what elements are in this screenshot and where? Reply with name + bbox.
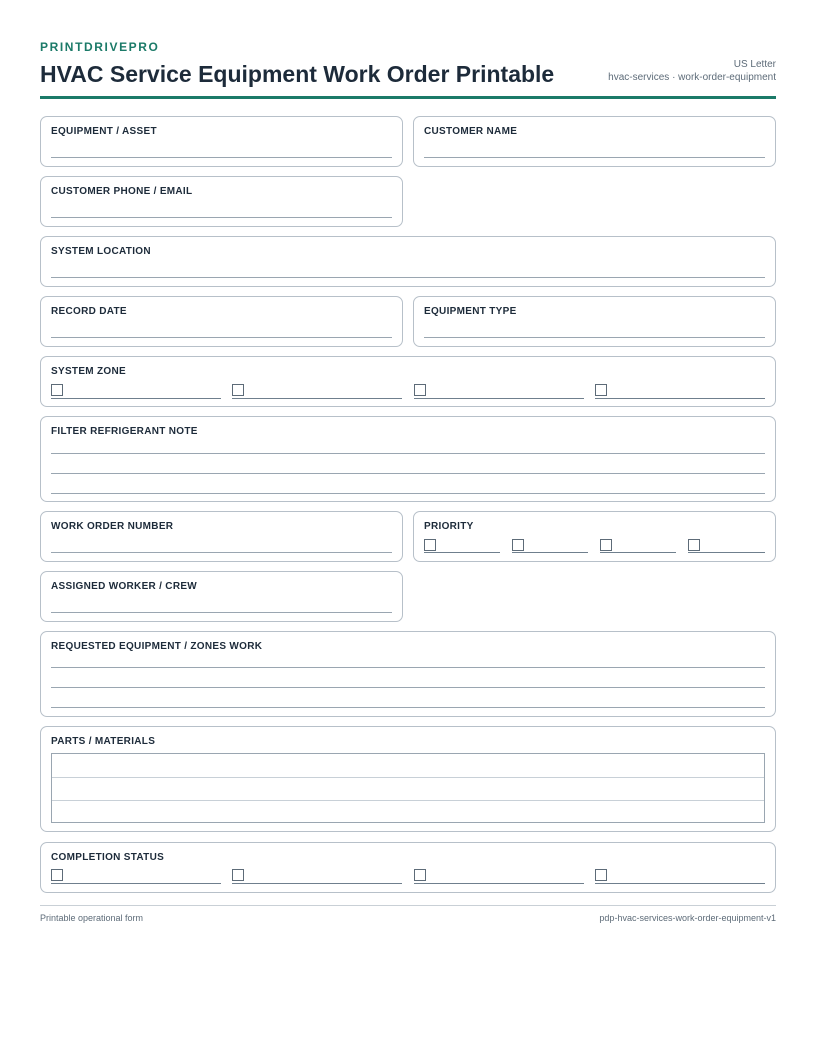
footer-divider [40, 905, 776, 906]
equipment-type-field[interactable] [413, 296, 776, 347]
field-label: EQUIPMENT TYPE [424, 306, 517, 317]
system-zone-field [40, 356, 776, 407]
paper-size: US Letter [733, 59, 776, 70]
header-divider [40, 96, 776, 99]
zone-option-line-2[interactable] [232, 398, 402, 399]
record-date-field[interactable] [40, 296, 403, 347]
zone-checkbox-1[interactable] [51, 384, 63, 396]
system-location-field[interactable] [40, 236, 776, 287]
field-label: SYSTEM ZONE [51, 366, 126, 377]
field-label: WORK ORDER NUMBER [51, 521, 174, 532]
field-label: PRIORITY [424, 521, 474, 532]
requested-work-field[interactable] [40, 631, 776, 717]
priority-option-line-2[interactable] [512, 552, 588, 553]
status-option-line-2[interactable] [232, 883, 402, 884]
parts-materials-field [40, 726, 776, 832]
write-line[interactable] [424, 337, 765, 338]
write-line[interactable] [51, 612, 392, 613]
priority-option-line-4[interactable] [688, 552, 765, 553]
document-meta [608, 58, 776, 84]
field-label: FILTER REFRIGERANT NOTE [51, 426, 198, 437]
priority-field [413, 511, 776, 562]
footer-label: Printable operational form [40, 913, 144, 923]
write-line[interactable] [51, 552, 392, 553]
page-header [40, 40, 776, 91]
zone-option-line-1[interactable] [51, 398, 221, 399]
customer-name-field[interactable] [413, 116, 776, 167]
field-label: REQUESTED EQUIPMENT / ZONES WORK [51, 641, 263, 652]
equipment-asset-field[interactable] [40, 116, 403, 167]
zone-checkbox-2[interactable] [232, 384, 244, 396]
priority-option-line-3[interactable] [600, 552, 676, 553]
status-option-line-1[interactable] [51, 883, 221, 884]
write-line[interactable] [51, 687, 765, 688]
completion-status-field [40, 842, 776, 893]
write-line[interactable] [51, 277, 765, 278]
category-path: hvac-services · work-order-equipment [608, 72, 776, 83]
zone-option-line-3[interactable] [414, 398, 584, 399]
status-option-line-3[interactable] [414, 883, 584, 884]
write-line[interactable] [51, 493, 765, 494]
field-label: SYSTEM LOCATION [51, 246, 151, 257]
status-checkbox-4[interactable] [595, 869, 607, 881]
write-line[interactable] [51, 217, 392, 218]
write-line[interactable] [51, 667, 765, 668]
write-line[interactable] [51, 707, 765, 708]
priority-checkbox-1[interactable] [424, 539, 436, 551]
status-checkbox-2[interactable] [232, 869, 244, 881]
work-order-number-field[interactable] [40, 511, 403, 562]
zone-option-line-4[interactable] [595, 398, 765, 399]
priority-checkbox-2[interactable] [512, 539, 524, 551]
write-line[interactable] [424, 157, 765, 158]
write-line[interactable] [51, 337, 392, 338]
zone-checkbox-3[interactable] [414, 384, 426, 396]
form-id: pdp-hvac-services-work-order-equipment-v1 [599, 913, 776, 923]
page-title: HVAC Service Equipment Work Order Printable [40, 61, 555, 87]
table-row-divider [52, 800, 764, 801]
status-checkbox-1[interactable] [51, 869, 63, 881]
status-option-line-4[interactable] [595, 883, 765, 884]
write-line[interactable] [51, 473, 765, 474]
field-label: RECORD DATE [51, 306, 127, 317]
write-line[interactable] [51, 453, 765, 454]
zone-checkbox-4[interactable] [595, 384, 607, 396]
write-line[interactable] [51, 157, 392, 158]
filter-refrigerant-note-field[interactable] [40, 416, 776, 502]
assigned-worker-field[interactable] [40, 571, 403, 622]
customer-contact-field[interactable] [40, 176, 403, 227]
brand-logo-text: PRINTDRIVEPRO [40, 40, 160, 54]
status-checkbox-3[interactable] [414, 869, 426, 881]
field-label: EQUIPMENT / ASSET [51, 126, 157, 137]
field-label: PARTS / MATERIALS [51, 736, 156, 747]
priority-option-line-1[interactable] [424, 552, 500, 553]
field-label: CUSTOMER PHONE / EMAIL [51, 186, 193, 197]
field-label: ASSIGNED WORKER / CREW [51, 581, 198, 592]
field-label: COMPLETION STATUS [51, 852, 165, 863]
priority-checkbox-4[interactable] [688, 539, 700, 551]
priority-checkbox-3[interactable] [600, 539, 612, 551]
table-row-divider [52, 777, 764, 778]
field-label: CUSTOMER NAME [424, 126, 518, 137]
parts-table [51, 753, 765, 823]
